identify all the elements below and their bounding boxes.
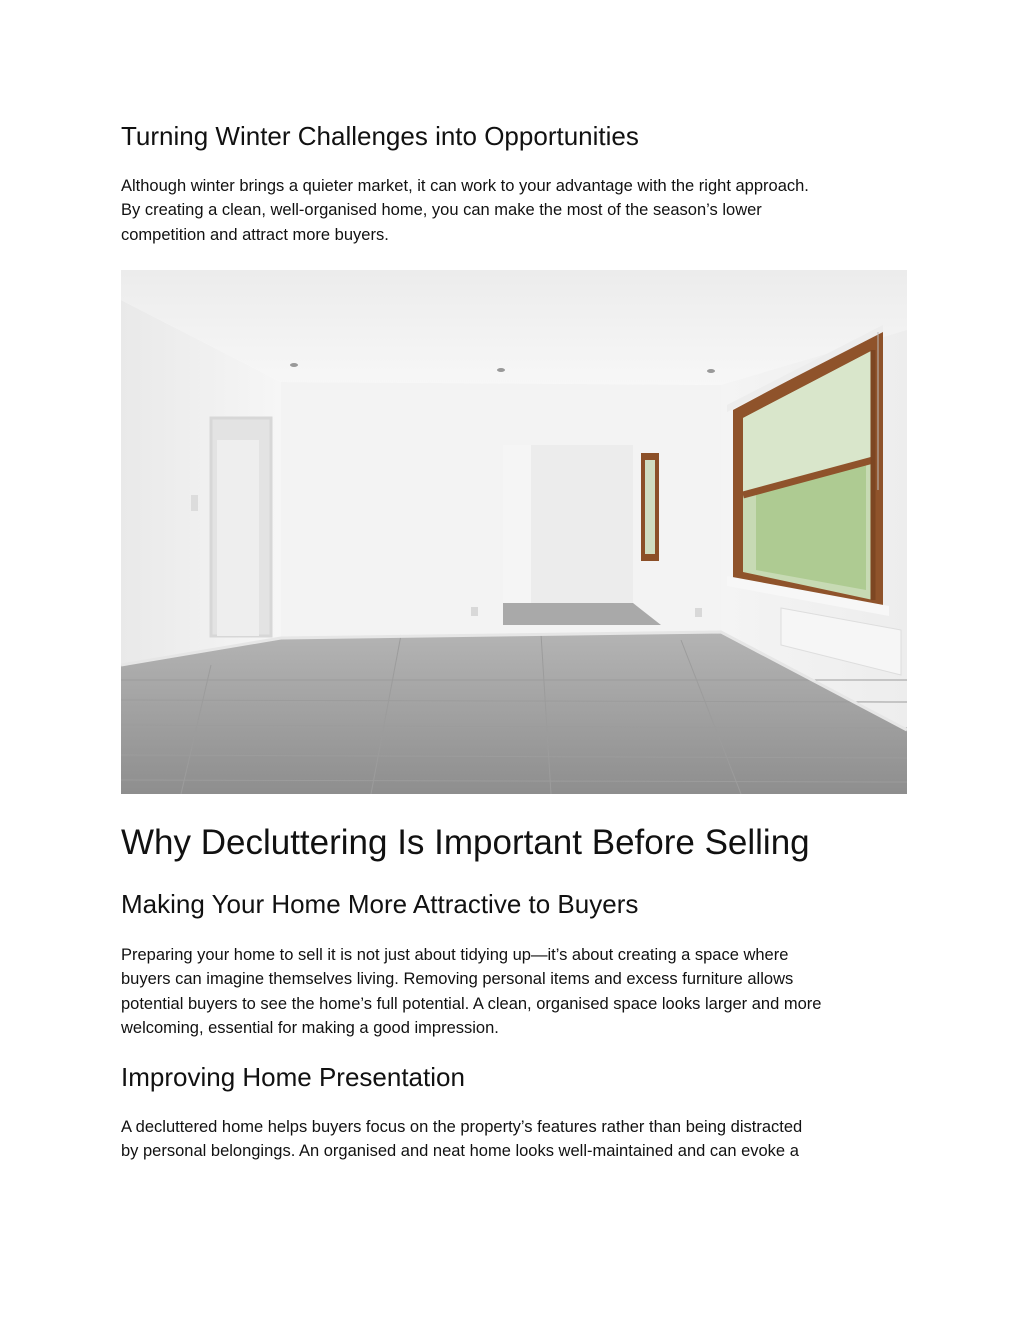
paragraph-line: competition and attract more buyers. bbox=[121, 225, 389, 244]
paragraph-line: by personal belongings. An organised and neat home looks well-maintained and can evoke a bbox=[121, 1142, 799, 1161]
paragraph-line: welcoming, essential for making a good impression. bbox=[121, 1018, 499, 1037]
paragraph-presentation bbox=[121, 1115, 802, 1164]
subheading-attractive: Making Your Home More Attractive to Buyers bbox=[121, 889, 639, 919]
paragraph-line: buyers can imagine themselves living. Removing personal items and excess furniture allows bbox=[121, 970, 794, 989]
paragraph-attractive bbox=[121, 943, 821, 1040]
paragraph-line: Although winter brings a quieter market, it can work to your advantage with the right approach. bbox=[121, 177, 809, 195]
section-heading-winter: Turning Winter Challenges into Opportunities bbox=[121, 121, 639, 151]
empty-room-photo bbox=[121, 270, 907, 794]
paragraph-line: potential buyers to see the home’s full potential. A clean, organised space looks larger and more bbox=[121, 994, 822, 1013]
paragraph-line: Preparing your home to sell it is not just about tidying up—it’s about creating a space where bbox=[121, 946, 789, 964]
subheading-presentation: Improving Home Presentation bbox=[121, 1062, 465, 1092]
paragraph-line: By creating a clean, well-organised home, you can make the most of the season’s lower bbox=[121, 201, 762, 220]
paragraph-winter bbox=[121, 174, 809, 247]
paragraph-line: A decluttered home helps buyers focus on the property’s features rather than being distracted bbox=[121, 1118, 803, 1136]
section-heading-decluttering: Why Decluttering Is Important Before Selling bbox=[121, 823, 810, 862]
